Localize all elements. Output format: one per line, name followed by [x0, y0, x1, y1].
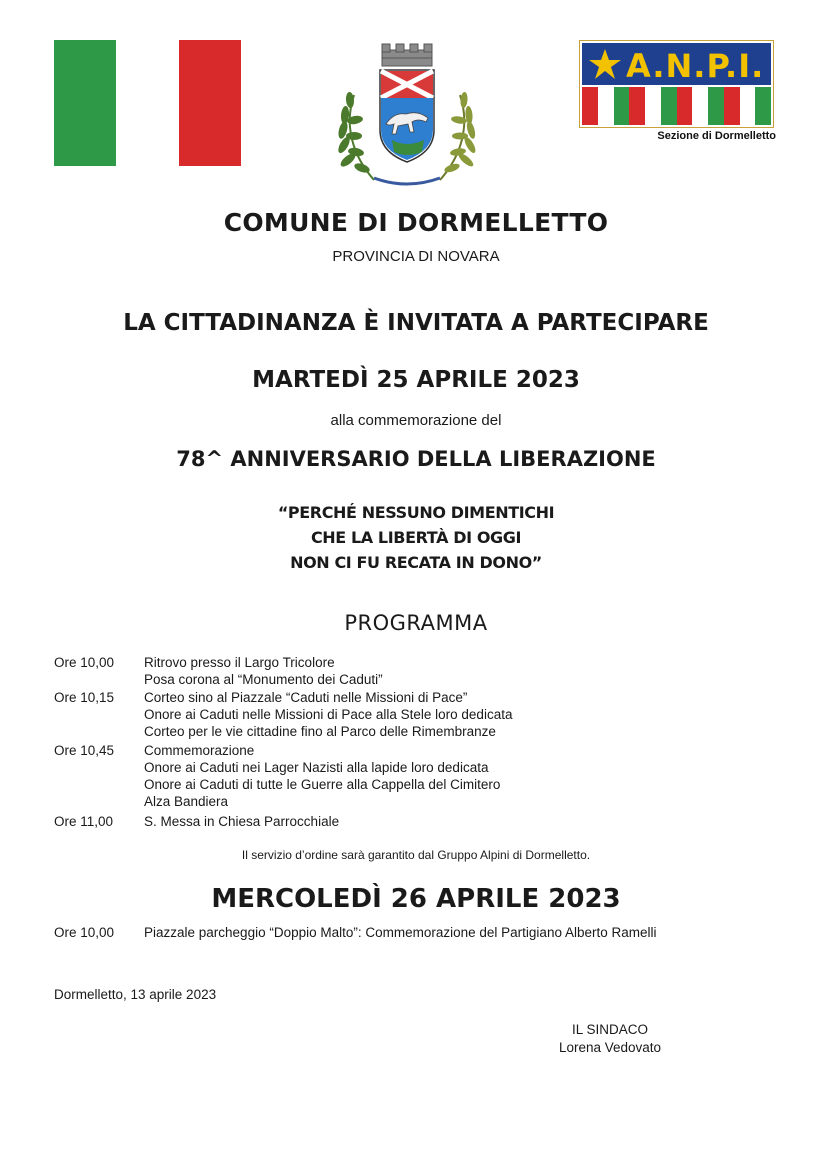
schedule-time: Ore 10,45: [54, 743, 115, 758]
programme-schedule: [54, 654, 794, 830]
anpi-logo: [579, 40, 776, 146]
province-subtitle: PROVINCIA DI NOVARA: [332, 248, 500, 265]
italian-flag: [54, 40, 241, 166]
event-date-secondary: MERCOLEDÌ 26 APRILE 2023: [211, 884, 621, 914]
schedule-activities: [144, 689, 794, 740]
service-note-text: Il servizio d’ordine sarà garantito dal Gruppo Alpini di Dormelletto.: [241, 848, 591, 862]
municipality-title: COMUNE DI DORMELLETTO: [223, 208, 609, 237]
schedule-item: [54, 813, 794, 830]
anniversary-title: 78^ ANNIVERSARIO DELLA LIBERAZIONE: [176, 447, 656, 471]
service-note: [0, 848, 832, 862]
schedule-item: [54, 689, 794, 740]
municipal-coat-of-arms: [334, 40, 480, 190]
place-and-date: Dormelletto, 13 aprile 2023: [54, 987, 217, 1002]
mural-crown: [382, 44, 432, 66]
schedule-activity: Commemorazione: [144, 743, 255, 758]
quote-line: CHE LA LIBERTÀ DI OGGI: [310, 528, 522, 547]
quote-block: [0, 500, 832, 575]
schedule-activity: Onore ai Caduti nei Lager Nazisti alla lapide loro dedicata: [144, 760, 489, 775]
schedule-time: Ore 11,00: [54, 814, 114, 829]
schedule-item: [54, 742, 794, 810]
schedule-item: [54, 654, 794, 688]
laurel-branch-left: [336, 92, 374, 180]
quote-line: NON CI FU RECATA IN DONO”: [290, 553, 542, 572]
quote-line: “PERCHÉ NESSUNO DIMENTICHI: [277, 503, 555, 522]
olive-branch-right: [440, 92, 478, 180]
anpi-tricolor-stripes: [582, 87, 771, 125]
schedule-activity: Ritrovo presso il Largo Tricolore: [144, 655, 335, 670]
star-icon: [588, 48, 622, 80]
schedule-activity: Onore ai Caduti di tutte le Guerre alla Cappella del Cimitero: [144, 777, 501, 792]
schedule-item: [54, 925, 814, 940]
signer-name: Lorena Vedovato: [558, 1040, 662, 1055]
programme-title: PROGRAMMA: [344, 611, 488, 635]
schedule-activities: [144, 654, 794, 688]
schedule-activity: Piazzale parcheggio “Doppio Malto”: Commemorazione del Partigiano Alberto Ramelli: [144, 925, 657, 940]
second-day-schedule: [54, 925, 814, 940]
anpi-wordmark: A.N.P.I.: [626, 47, 765, 85]
schedule-activity: Alza Bandiera: [144, 794, 229, 809]
schedule-activities: [144, 742, 794, 810]
schedule-activity: Corteo per le vie cittadine fino al Parco delle Rimembranze: [144, 724, 496, 739]
signer-role: IL SINDACO: [571, 1022, 649, 1037]
schedule-activity: Corteo sino al Piazzale “Caduti nelle Missioni di Pace”: [144, 690, 468, 705]
schedule-time: Ore 10,15: [54, 690, 115, 705]
schedule-activities: [144, 813, 794, 830]
schedule-activity: Posa corona al “Monumento dei Caduti”: [144, 672, 383, 687]
commemoration-line: alla commemorazione del: [330, 412, 502, 429]
schedule-activity: S. Messa in Chiesa Parrocchiale: [144, 814, 340, 829]
invitation-heading: LA CITTADINANZA È INVITATA A PARTECIPARE: [123, 310, 709, 336]
schedule-time: Ore 10,00: [54, 655, 115, 670]
signature-block: [540, 1021, 680, 1057]
schedule-activity: Onore ai Caduti nelle Missioni di Pace alla Stele loro dedicata: [144, 707, 513, 722]
anpi-section-label: Sezione di Dormelletto: [657, 130, 776, 142]
schedule-time: Ore 10,00: [54, 925, 115, 940]
event-date-primary: MARTEDÌ 25 APRILE 2023: [252, 367, 580, 393]
